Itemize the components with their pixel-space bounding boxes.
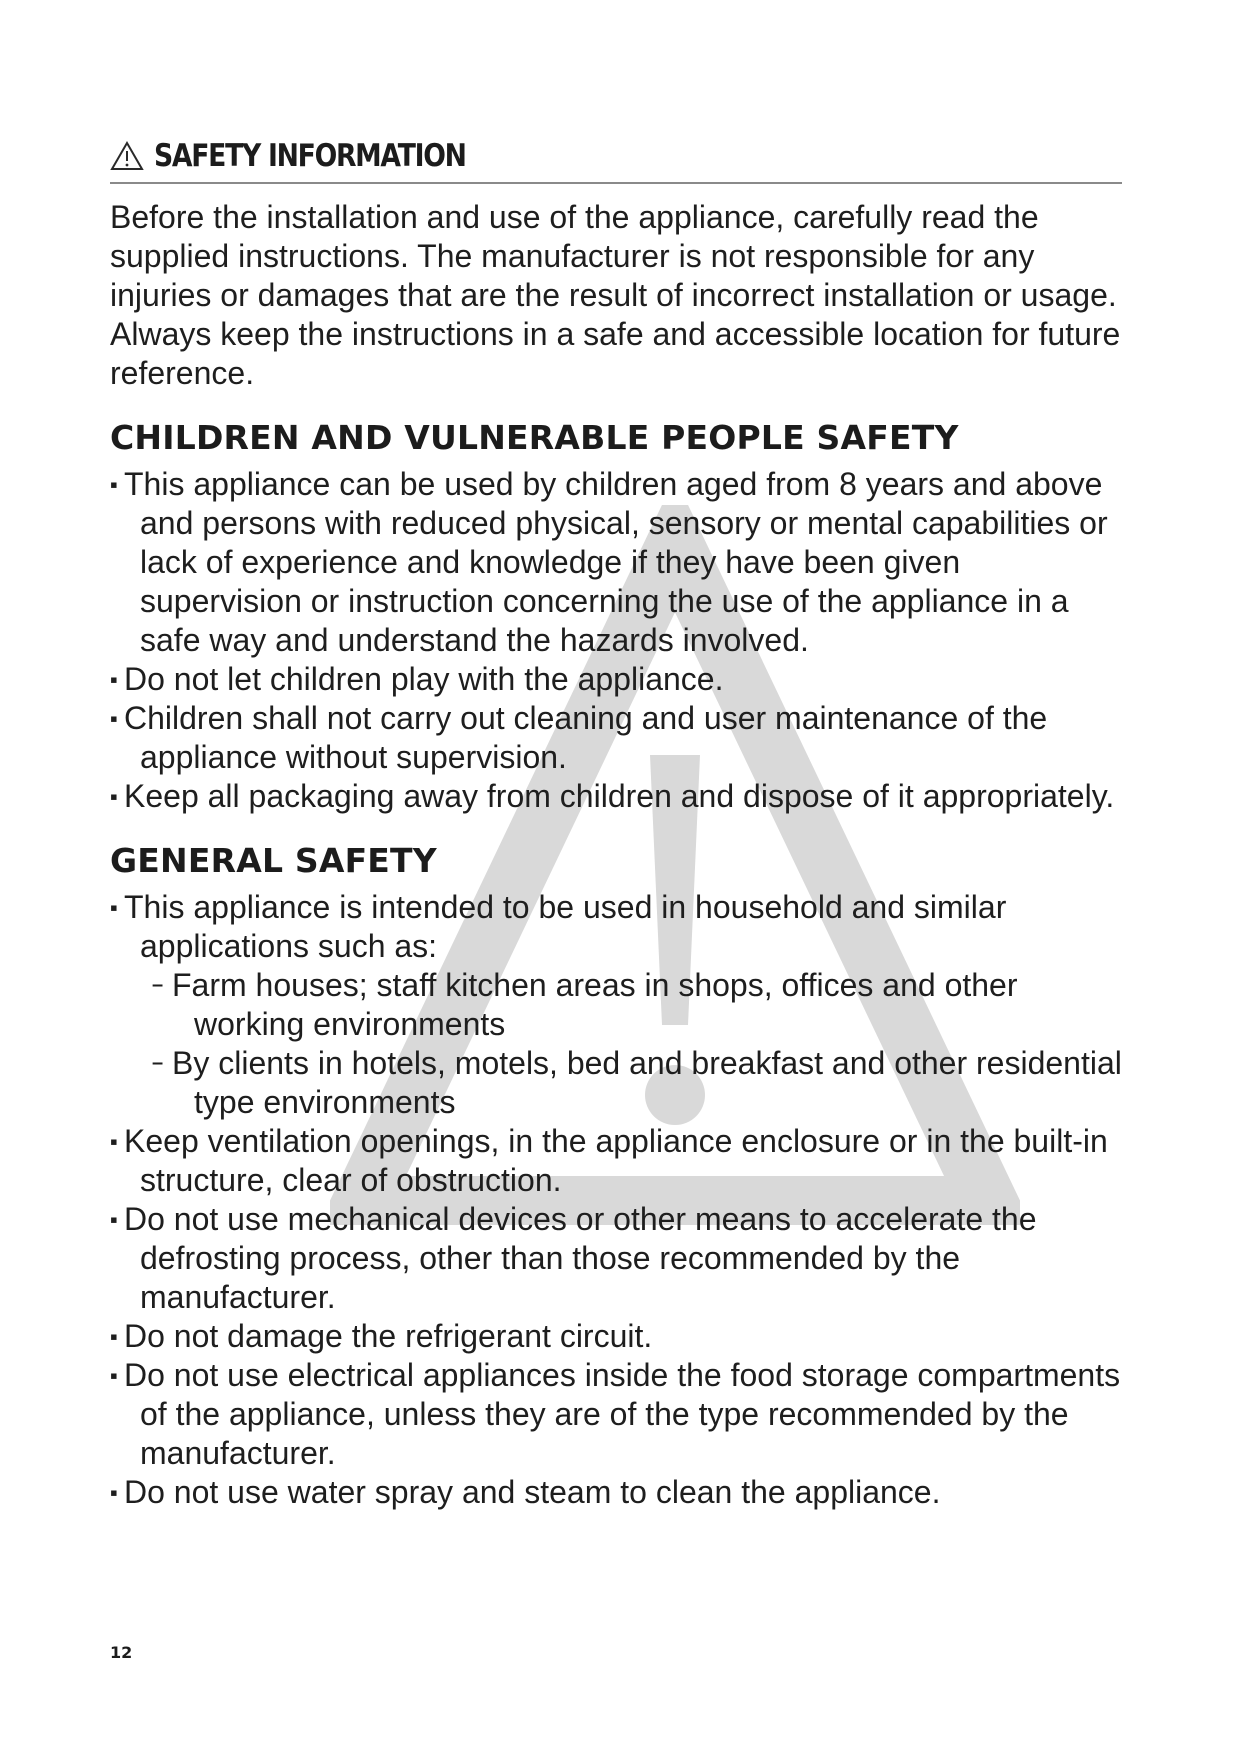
list-item: ▪ Do not use electrical appliances inside the food storage compartments of the appliance, unless they are of the type recommended by the manufacturer. bbox=[110, 1357, 1121, 1471]
section-header bbox=[110, 138, 1122, 184]
list-item: ▪ This appliance can be used by children aged from 8 years and above and persons with reduced physical, sensory or mental capabilities or lack of experience and knowledge if they have been given supervision or instruction concerning the use of the appliance in a safe way and understand the hazards involved. bbox=[110, 466, 1108, 658]
list-item: ▪ Do not let children play with the appliance. bbox=[110, 661, 724, 697]
sub-list-item: – By clients in hotels, motels, bed and breakfast and other residential type environments bbox=[152, 1045, 1122, 1120]
intro-paragraph: Before the installation and use of the appliance, carefully read the supplied instructions. The manufacturer is not responsible for any injuries or damages that are the result of incorrect installation or usage. Always keep the instructions in a safe and accessible location for future reference. bbox=[110, 199, 1121, 391]
dash-marker: – bbox=[152, 1052, 164, 1074]
list-item: ▪ Keep all packaging away from children and dispose of it appropriately. bbox=[110, 778, 1115, 814]
list-item: ▪ Children shall not carry out cleaning and user maintenance of the appliance without supervision. bbox=[110, 700, 1048, 775]
list-item: ▪ Keep ventilation openings, in the appliance enclosure or in the built-in structure, clear of obstruction. bbox=[110, 1123, 1108, 1198]
children-safety-list bbox=[110, 465, 1122, 816]
children-safety-heading: CHILDREN AND VULNERABLE PEOPLE SAFETY bbox=[110, 418, 959, 457]
bullet-marker: ▪ bbox=[110, 1129, 118, 1154]
dash-marker: – bbox=[152, 974, 164, 996]
bullet-marker: ▪ bbox=[110, 1363, 118, 1388]
sub-list-item: – Farm houses; staff kitchen areas in shops, offices and other working environments bbox=[152, 967, 1018, 1042]
list-item: ▪ Do not use mechanical devices or other means to accelerate the defrosting process, other than those recommended by the manufacturer. bbox=[110, 1201, 1037, 1315]
page-content bbox=[110, 138, 1122, 1512]
list-item: ▪ Do not use water spray and steam to clean the appliance. bbox=[110, 1474, 941, 1510]
bullet-marker: ▪ bbox=[110, 1207, 118, 1232]
bullet-marker: ▪ bbox=[110, 1324, 118, 1349]
bullet-marker: ▪ bbox=[110, 706, 118, 731]
bullet-marker: ▪ bbox=[110, 895, 118, 920]
bullet-marker: ▪ bbox=[110, 667, 118, 692]
general-safety-list bbox=[110, 888, 1122, 1512]
page-number: 12 bbox=[110, 1643, 133, 1662]
bullet-marker: ▪ bbox=[110, 472, 118, 497]
list-item: ▪ Do not damage the refrigerant circuit. bbox=[110, 1318, 653, 1354]
general-safety-heading: GENERAL SAFETY bbox=[110, 841, 437, 880]
intended-use-sublist bbox=[124, 966, 1122, 1122]
page-title: SAFETY INFORMATION bbox=[154, 138, 466, 174]
bullet-marker: ▪ bbox=[110, 1480, 118, 1505]
bullet-marker: ▪ bbox=[110, 784, 118, 809]
list-item: ▪ This appliance is intended to be used in household and similar applications such as: – Farm houses; staff kitchen areas in shops, offices and other working environments – By clients in hotels, motels, bed and breakfast and other residential type environments bbox=[110, 889, 1122, 1120]
warning-triangle-icon bbox=[110, 141, 144, 171]
